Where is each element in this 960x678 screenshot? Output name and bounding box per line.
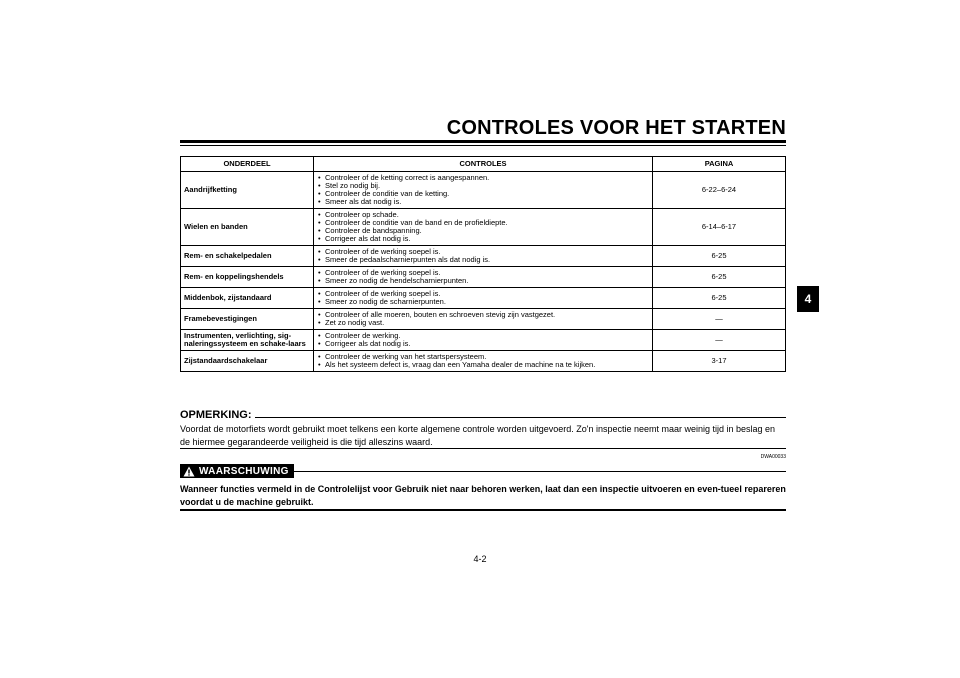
page-ref-cell: — [653,309,786,330]
table-row [181,351,786,372]
page-number: 4-2 [473,554,487,564]
table-row [181,288,786,309]
check-item: • Controleer of de werking soepel is. [317,269,649,277]
check-list [317,311,649,327]
check-item: • Smeer als dat nodig is. [317,198,649,206]
check-item: • Controleer of de werking soepel is. [317,248,649,256]
column-header-part: ONDERDEEL [181,157,314,172]
table-row [181,172,786,209]
table-row [181,267,786,288]
check-list [317,353,649,369]
table-row [181,330,786,351]
page-ref-cell: 6-14–6-17 [653,209,786,246]
checks-cell [314,209,653,246]
part-cell: Middenbok, zijstandaard [181,288,314,309]
page-ref-cell: 3-17 [653,351,786,372]
check-list [317,211,649,243]
note-bottom-rule [180,448,786,449]
check-list [317,290,649,306]
check-list [317,174,649,206]
check-item: • Controleer de conditie van de ketting. [317,190,649,198]
checks-cell [314,351,653,372]
check-item: • Controleer of de ketting correct is aangespannen. [317,174,649,182]
check-list [317,248,649,264]
checks-cell [314,309,653,330]
table-row [181,309,786,330]
chapter-tab: 4 [797,286,819,312]
check-item: • Als het systeem defect is, vraag dan een Yamaha dealer de machine na te kijken. [317,361,649,369]
part-cell: Zijstandaardschakelaar [181,351,314,372]
page-ref-cell: 6-25 [653,288,786,309]
table-header-row [181,157,786,172]
check-item: • Corrigeer als dat nodig is. [317,235,649,243]
table-row [181,246,786,267]
checks-cell [314,330,653,351]
check-item: • Smeer de pedaalscharnierpunten als dat nodig is. [317,256,649,264]
part-cell: Aandrijfketting [181,172,314,209]
page-ref-cell: — [653,330,786,351]
table-row [181,209,786,246]
check-list [317,332,649,348]
page-ref-cell: 6-25 [653,246,786,267]
part-cell: Rem- en schakelpedalen [181,246,314,267]
checks-cell [314,267,653,288]
part-cell: Framebevestigingen [181,309,314,330]
checks-cell [314,246,653,267]
check-item: • Controleer of de werking soepel is. [317,290,649,298]
check-item: • Controleer de conditie van de band en de profieldiepte. [317,219,649,227]
check-item: • Controleer op schade. [317,211,649,219]
check-item: • Corrigeer als dat nodig is. [317,340,649,348]
warning-label-box [180,464,294,478]
note-text: Voordat de motorfiets wordt gebruikt moet telkens een korte algemene controle worden uitgevoerd. Zo'n inspectie neemt maar weinig tijd in beslag en de hiermee gegarandeerde veiligheid is die tijd alleszins waard. [180,424,776,447]
warning-header [180,464,786,478]
warning-bottom-rule [180,509,786,511]
check-item: • Controleer de bandspanning. [317,227,649,235]
column-header-checks: CONTROLES [314,157,653,172]
part-cell: Wielen en banden [181,209,314,246]
page-ref-cell: 6-22–6-24 [653,172,786,209]
check-item: • Smeer zo nodig de scharnierpunten. [317,298,649,306]
check-item: • Zet zo nodig vast. [317,319,649,327]
page-title: CONTROLES VOOR HET STARTEN [446,117,786,139]
warning-label: WAARSCHUWING [199,465,289,477]
check-item: • Controleer of alle moeren, bouten en schroeven stevig zijn vastgezet. [317,311,649,319]
checklist-table [180,156,786,372]
check-item: • Smeer zo nodig de hendelscharnierpunten. [317,277,649,285]
page-ref-cell: 6-25 [653,267,786,288]
note-divider [255,417,787,418]
warning-divider [294,471,786,472]
title-rule-thin [180,145,786,146]
check-item: • Controleer de werking van het startspersysteem. [317,353,649,361]
part-cell: Rem- en koppelingshendels [181,267,314,288]
check-item: • Stel zo nodig bij. [317,182,649,190]
part-cell: Instrumenten, verlichting, sig-naleringssysteem en schake-laars [181,330,314,351]
note-block [180,409,786,449]
warning-text: Wanneer functies vermeld in de Controlelijst voor Gebruik niet naar behoren werken, laat dan een inspectie uitvoeren en even-tueel repareren voordat u de machine gebruikt. [180,484,786,507]
check-list [317,269,649,285]
title-rule [180,140,786,143]
column-header-page: PAGINA [653,157,786,172]
checks-cell [314,288,653,309]
document-code: DWA00033 [760,454,786,460]
checks-cell [314,172,653,209]
note-label: OPMERKING: [180,409,252,421]
check-item: • Controleer de werking. [317,332,649,340]
warning-triangle-icon [183,466,195,477]
